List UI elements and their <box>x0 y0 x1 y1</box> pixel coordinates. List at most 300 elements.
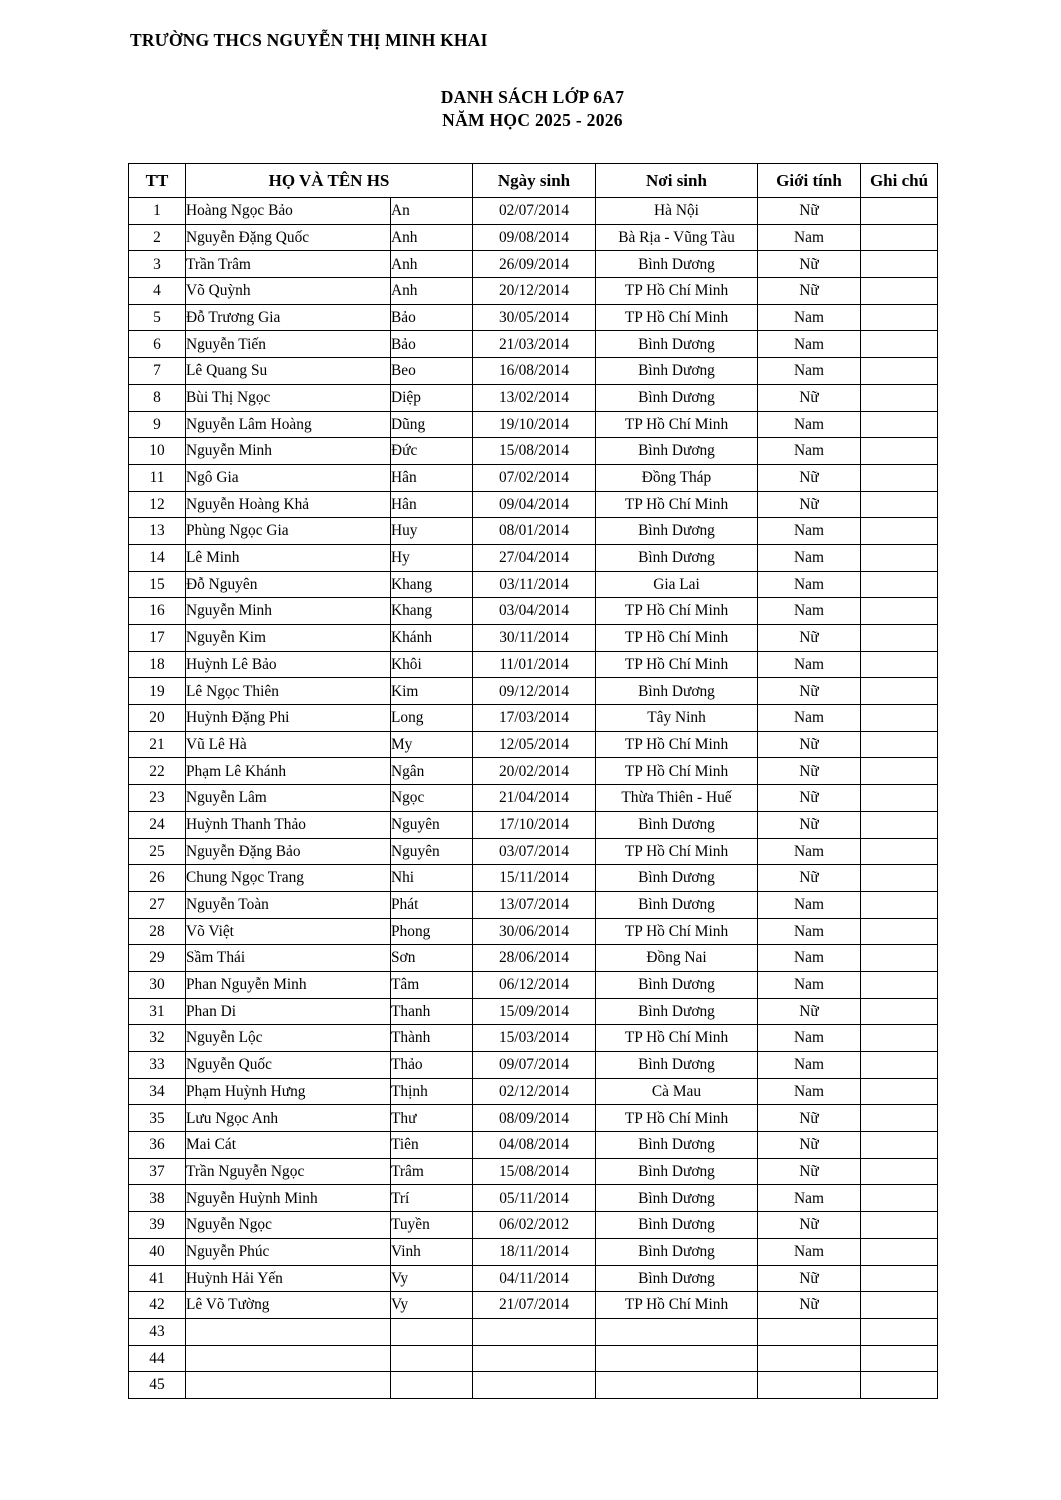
table-row <box>129 598 938 625</box>
cell-tt: 5 <box>129 304 186 331</box>
cell-tt: 6 <box>129 331 186 358</box>
cell-dob: 03/11/2014 <box>473 571 596 598</box>
cell-surname: Lê Võ Tường <box>186 1292 391 1319</box>
table-row <box>129 1158 938 1185</box>
cell-gender: Nữ <box>758 1105 861 1132</box>
cell-note <box>861 304 938 331</box>
cell-pob <box>596 1345 758 1372</box>
cell-given: Trí <box>391 1185 473 1212</box>
cell-pob: Bình Dương <box>596 1052 758 1079</box>
cell-surname: Lê Minh <box>186 544 391 571</box>
cell-surname: Nguyễn Hoàng Khả <box>186 491 391 518</box>
cell-surname <box>186 1318 391 1345</box>
cell-pob: TP Hồ Chí Minh <box>596 304 758 331</box>
cell-gender: Nữ <box>758 198 861 225</box>
cell-dob: 28/06/2014 <box>473 945 596 972</box>
cell-note <box>861 1265 938 1292</box>
cell-given: An <box>391 198 473 225</box>
cell-pob: TP Hồ Chí Minh <box>596 651 758 678</box>
cell-pob: TP Hồ Chí Minh <box>596 411 758 438</box>
cell-given: Tâm <box>391 971 473 998</box>
cell-dob: 21/07/2014 <box>473 1292 596 1319</box>
cell-gender: Nam <box>758 1238 861 1265</box>
cell-surname: Lưu Ngọc Anh <box>186 1105 391 1132</box>
cell-pob: Bình Dương <box>596 811 758 838</box>
cell-pob: Bình Dương <box>596 251 758 278</box>
cell-tt: 42 <box>129 1292 186 1319</box>
cell-gender: Nữ <box>758 1265 861 1292</box>
cell-note <box>861 1078 938 1105</box>
cell-dob: 08/09/2014 <box>473 1105 596 1132</box>
cell-tt: 8 <box>129 384 186 411</box>
cell-gender: Nam <box>758 651 861 678</box>
cell-gender: Nam <box>758 918 861 945</box>
cell-pob: TP Hồ Chí Minh <box>596 838 758 865</box>
table-row <box>129 1132 938 1159</box>
cell-dob: 09/07/2014 <box>473 1052 596 1079</box>
cell-note <box>861 1372 938 1399</box>
cell-dob: 19/10/2014 <box>473 411 596 438</box>
cell-dob: 30/06/2014 <box>473 918 596 945</box>
cell-given <box>391 1318 473 1345</box>
cell-tt: 12 <box>129 491 186 518</box>
cell-given: Khang <box>391 571 473 598</box>
cell-note <box>861 1052 938 1079</box>
cell-surname: Nguyễn Lâm Hoàng <box>186 411 391 438</box>
cell-given: Nguyên <box>391 811 473 838</box>
cell-gender: Nữ <box>758 384 861 411</box>
cell-given: Thảo <box>391 1052 473 1079</box>
cell-pob: Bình Dương <box>596 438 758 465</box>
cell-tt: 9 <box>129 411 186 438</box>
cell-pob: Bình Dương <box>596 1265 758 1292</box>
cell-dob: 13/02/2014 <box>473 384 596 411</box>
cell-tt: 15 <box>129 571 186 598</box>
cell-surname <box>186 1345 391 1372</box>
table-row <box>129 1265 938 1292</box>
cell-gender: Nam <box>758 1052 861 1079</box>
cell-pob: Bà Rịa - Vũng Tàu <box>596 224 758 251</box>
cell-surname: Chung Ngọc Trang <box>186 865 391 892</box>
cell-note <box>861 198 938 225</box>
cell-pob: TP Hồ Chí Minh <box>596 278 758 305</box>
cell-dob: 15/08/2014 <box>473 1158 596 1185</box>
table-row <box>129 891 938 918</box>
cell-dob: 04/08/2014 <box>473 1132 596 1159</box>
cell-surname: Nguyễn Phúc <box>186 1238 391 1265</box>
table-row <box>129 464 938 491</box>
cell-tt: 44 <box>129 1345 186 1372</box>
column-header-pob: Nơi sinh <box>596 164 758 198</box>
cell-surname: Nguyễn Quốc <box>186 1052 391 1079</box>
table-row <box>129 1078 938 1105</box>
cell-pob: Bình Dương <box>596 1238 758 1265</box>
cell-tt: 18 <box>129 651 186 678</box>
cell-pob: Bình Dương <box>596 678 758 705</box>
cell-note <box>861 598 938 625</box>
cell-pob: Cà Mau <box>596 1078 758 1105</box>
cell-gender: Nữ <box>758 998 861 1025</box>
cell-note <box>861 811 938 838</box>
cell-tt: 24 <box>129 811 186 838</box>
cell-dob <box>473 1372 596 1399</box>
cell-note <box>861 384 938 411</box>
cell-note <box>861 331 938 358</box>
cell-given: Bảo <box>391 304 473 331</box>
cell-dob: 21/04/2014 <box>473 785 596 812</box>
cell-dob: 27/04/2014 <box>473 544 596 571</box>
cell-tt: 30 <box>129 971 186 998</box>
table-row <box>129 544 938 571</box>
cell-surname: Lê Ngọc Thiên <box>186 678 391 705</box>
cell-pob: Bình Dương <box>596 1185 758 1212</box>
cell-tt: 19 <box>129 678 186 705</box>
table-row <box>129 1318 938 1345</box>
column-header-name: HỌ VÀ TÊN HS <box>186 164 473 198</box>
table-row <box>129 945 938 972</box>
cell-dob: 13/07/2014 <box>473 891 596 918</box>
cell-tt: 36 <box>129 1132 186 1159</box>
cell-dob: 15/03/2014 <box>473 1025 596 1052</box>
cell-surname: Nguyễn Minh <box>186 598 391 625</box>
cell-surname: Huỳnh Lê Bảo <box>186 651 391 678</box>
cell-given: Hy <box>391 544 473 571</box>
cell-dob: 18/11/2014 <box>473 1238 596 1265</box>
cell-note <box>861 1345 938 1372</box>
cell-dob: 17/03/2014 <box>473 705 596 732</box>
cell-tt: 40 <box>129 1238 186 1265</box>
cell-surname: Nguyễn Kim <box>186 625 391 652</box>
table-row <box>129 411 938 438</box>
cell-gender: Nam <box>758 598 861 625</box>
table-row <box>129 1185 938 1212</box>
table-row <box>129 518 938 545</box>
table-row <box>129 811 938 838</box>
cell-pob: Bình Dương <box>596 1132 758 1159</box>
table-header <box>129 164 938 198</box>
cell-pob: Bình Dương <box>596 518 758 545</box>
table-row <box>129 1345 938 1372</box>
cell-note <box>861 438 938 465</box>
cell-note <box>861 1212 938 1239</box>
table-row <box>129 918 938 945</box>
cell-tt: 14 <box>129 544 186 571</box>
table-row <box>129 1052 938 1079</box>
cell-surname: Nguyễn Đặng Quốc <box>186 224 391 251</box>
cell-gender: Nam <box>758 518 861 545</box>
cell-gender <box>758 1345 861 1372</box>
cell-gender: Nam <box>758 971 861 998</box>
cell-given: Ngân <box>391 758 473 785</box>
table-row <box>129 304 938 331</box>
cell-gender <box>758 1372 861 1399</box>
cell-surname: Phan Di <box>186 998 391 1025</box>
cell-gender: Nam <box>758 544 861 571</box>
cell-tt: 33 <box>129 1052 186 1079</box>
table-row <box>129 571 938 598</box>
cell-given: Thanh <box>391 998 473 1025</box>
cell-note <box>861 544 938 571</box>
cell-given: Khang <box>391 598 473 625</box>
table-row <box>129 971 938 998</box>
table-body <box>129 198 938 1399</box>
cell-tt: 20 <box>129 705 186 732</box>
cell-note <box>861 411 938 438</box>
cell-given: Sơn <box>391 945 473 972</box>
cell-pob: TP Hồ Chí Minh <box>596 1105 758 1132</box>
cell-dob: 03/07/2014 <box>473 838 596 865</box>
table-row <box>129 1212 938 1239</box>
cell-surname: Trần Trâm <box>186 251 391 278</box>
cell-gender: Nữ <box>758 491 861 518</box>
cell-given: Ngọc <box>391 785 473 812</box>
cell-pob: TP Hồ Chí Minh <box>596 598 758 625</box>
student-roster-table <box>128 163 938 1399</box>
table-header-row <box>129 164 938 198</box>
column-header-dob: Ngày sinh <box>473 164 596 198</box>
cell-gender: Nữ <box>758 1212 861 1239</box>
cell-tt: 45 <box>129 1372 186 1399</box>
cell-surname: Nguyễn Tiến <box>186 331 391 358</box>
cell-pob: Đồng Tháp <box>596 464 758 491</box>
cell-gender: Nam <box>758 945 861 972</box>
cell-note <box>861 865 938 892</box>
table-row <box>129 625 938 652</box>
school-name-heading: TRƯỜNG THCS NGUYỄN THỊ MINH KHAI <box>130 30 488 50</box>
cell-dob: 20/02/2014 <box>473 758 596 785</box>
table-row <box>129 678 938 705</box>
cell-pob: Đồng Nai <box>596 945 758 972</box>
cell-given <box>391 1345 473 1372</box>
cell-surname: Hoàng Ngọc Bảo <box>186 198 391 225</box>
cell-note <box>861 1238 938 1265</box>
cell-given: Phong <box>391 918 473 945</box>
table-row <box>129 251 938 278</box>
cell-tt: 3 <box>129 251 186 278</box>
cell-pob: Bình Dương <box>596 1212 758 1239</box>
cell-given: Diệp <box>391 384 473 411</box>
cell-surname: Phạm Lê Khánh <box>186 758 391 785</box>
cell-dob: 02/12/2014 <box>473 1078 596 1105</box>
cell-note <box>861 358 938 385</box>
cell-gender: Nam <box>758 838 861 865</box>
cell-surname: Bùi Thị Ngọc <box>186 384 391 411</box>
cell-given <box>391 1372 473 1399</box>
cell-dob: 06/02/2012 <box>473 1212 596 1239</box>
cell-tt: 38 <box>129 1185 186 1212</box>
cell-surname <box>186 1372 391 1399</box>
table-row <box>129 758 938 785</box>
cell-gender: Nữ <box>758 464 861 491</box>
cell-surname: Nguyễn Lâm <box>186 785 391 812</box>
cell-given: Thịnh <box>391 1078 473 1105</box>
table-row <box>129 705 938 732</box>
cell-gender: Nam <box>758 224 861 251</box>
cell-dob: 02/07/2014 <box>473 198 596 225</box>
cell-note <box>861 1185 938 1212</box>
cell-pob: Bình Dương <box>596 544 758 571</box>
table-row <box>129 331 938 358</box>
cell-given: Huy <box>391 518 473 545</box>
cell-tt: 13 <box>129 518 186 545</box>
cell-gender: Nữ <box>758 1158 861 1185</box>
cell-pob: Bình Dương <box>596 1158 758 1185</box>
cell-note <box>861 945 938 972</box>
cell-gender: Nữ <box>758 678 861 705</box>
cell-dob: 06/12/2014 <box>473 971 596 998</box>
cell-surname: Nguyễn Ngọc <box>186 1212 391 1239</box>
cell-surname: Phùng Ngọc Gia <box>186 518 391 545</box>
table-row <box>129 384 938 411</box>
table-row <box>129 358 938 385</box>
table-row <box>129 1025 938 1052</box>
cell-gender: Nữ <box>758 278 861 305</box>
cell-tt: 11 <box>129 464 186 491</box>
cell-given: Thư <box>391 1105 473 1132</box>
cell-pob: Bình Dương <box>596 971 758 998</box>
table-row <box>129 1292 938 1319</box>
cell-given: Dũng <box>391 411 473 438</box>
cell-gender: Nữ <box>758 251 861 278</box>
page-title: DANH SÁCH LỚP 6A7 <box>440 87 625 107</box>
cell-gender: Nam <box>758 1078 861 1105</box>
cell-tt: 27 <box>129 891 186 918</box>
cell-pob: TP Hồ Chí Minh <box>596 918 758 945</box>
cell-pob <box>596 1318 758 1345</box>
cell-surname: Sầm Thái <box>186 945 391 972</box>
cell-surname: Phạm Huỳnh Hưng <box>186 1078 391 1105</box>
cell-surname: Nguyễn Lộc <box>186 1025 391 1052</box>
cell-given: Nhi <box>391 865 473 892</box>
cell-tt: 43 <box>129 1318 186 1345</box>
cell-dob <box>473 1345 596 1372</box>
cell-tt: 7 <box>129 358 186 385</box>
cell-dob: 12/05/2014 <box>473 731 596 758</box>
cell-given: Anh <box>391 278 473 305</box>
cell-note <box>861 678 938 705</box>
cell-given: Long <box>391 705 473 732</box>
cell-given: Vy <box>391 1265 473 1292</box>
cell-note <box>861 571 938 598</box>
table-row <box>129 278 938 305</box>
cell-surname: Huỳnh Thanh Thảo <box>186 811 391 838</box>
cell-tt: 4 <box>129 278 186 305</box>
cell-surname: Lê Quang Su <box>186 358 391 385</box>
table-row <box>129 731 938 758</box>
cell-note <box>861 891 938 918</box>
cell-given: Khánh <box>391 625 473 652</box>
cell-dob: 15/09/2014 <box>473 998 596 1025</box>
cell-pob: Tây Ninh <box>596 705 758 732</box>
cell-pob: Gia Lai <box>596 571 758 598</box>
cell-surname: Vũ Lê Hà <box>186 731 391 758</box>
cell-gender: Nam <box>758 331 861 358</box>
cell-pob: Bình Dương <box>596 865 758 892</box>
cell-dob: 15/08/2014 <box>473 438 596 465</box>
cell-gender: Nữ <box>758 1132 861 1159</box>
cell-note <box>861 651 938 678</box>
cell-note <box>861 1318 938 1345</box>
cell-surname: Nguyễn Minh <box>186 438 391 465</box>
cell-pob: Thừa Thiên - Huế <box>596 785 758 812</box>
cell-given: Bảo <box>391 331 473 358</box>
cell-pob: TP Hồ Chí Minh <box>596 1292 758 1319</box>
cell-pob: Bình Dương <box>596 891 758 918</box>
cell-pob: TP Hồ Chí Minh <box>596 758 758 785</box>
cell-surname: Mai Cát <box>186 1132 391 1159</box>
cell-dob: 07/02/2014 <box>473 464 596 491</box>
cell-note <box>861 491 938 518</box>
document-title-block <box>285 86 780 132</box>
cell-note <box>861 838 938 865</box>
cell-note <box>861 251 938 278</box>
cell-gender: Nam <box>758 571 861 598</box>
cell-gender: Nam <box>758 358 861 385</box>
cell-gender: Nữ <box>758 625 861 652</box>
cell-given: Vinh <box>391 1238 473 1265</box>
cell-given: Thành <box>391 1025 473 1052</box>
cell-dob: 21/03/2014 <box>473 331 596 358</box>
cell-note <box>861 464 938 491</box>
cell-tt: 2 <box>129 224 186 251</box>
table-row <box>129 651 938 678</box>
cell-dob: 09/04/2014 <box>473 491 596 518</box>
cell-given: Kim <box>391 678 473 705</box>
cell-dob: 08/01/2014 <box>473 518 596 545</box>
cell-surname: Đỗ Trương Gia <box>186 304 391 331</box>
table-row <box>129 1372 938 1399</box>
cell-tt: 28 <box>129 918 186 945</box>
cell-surname: Huỳnh Đặng Phi <box>186 705 391 732</box>
cell-tt: 41 <box>129 1265 186 1292</box>
cell-given: Trâm <box>391 1158 473 1185</box>
cell-pob: Bình Dương <box>596 358 758 385</box>
cell-note <box>861 625 938 652</box>
cell-tt: 31 <box>129 998 186 1025</box>
cell-given: Tiên <box>391 1132 473 1159</box>
cell-gender <box>758 1318 861 1345</box>
table-row <box>129 198 938 225</box>
cell-surname: Phan Nguyễn Minh <box>186 971 391 998</box>
cell-dob: 16/08/2014 <box>473 358 596 385</box>
cell-given: Khôi <box>391 651 473 678</box>
cell-gender: Nữ <box>758 811 861 838</box>
cell-gender: Nữ <box>758 865 861 892</box>
cell-dob: 17/10/2014 <box>473 811 596 838</box>
cell-dob: 30/05/2014 <box>473 304 596 331</box>
cell-note <box>861 1132 938 1159</box>
cell-note <box>861 785 938 812</box>
cell-note <box>861 705 938 732</box>
cell-tt: 39 <box>129 1212 186 1239</box>
cell-dob: 20/12/2014 <box>473 278 596 305</box>
table-row <box>129 224 938 251</box>
cell-given: My <box>391 731 473 758</box>
cell-dob: 09/08/2014 <box>473 224 596 251</box>
cell-given: Tuyền <box>391 1212 473 1239</box>
cell-gender: Nam <box>758 1185 861 1212</box>
cell-pob: Hà Nội <box>596 198 758 225</box>
cell-note <box>861 731 938 758</box>
table-row <box>129 1105 938 1132</box>
table-row <box>129 998 938 1025</box>
cell-tt: 32 <box>129 1025 186 1052</box>
cell-note <box>861 224 938 251</box>
school-year-subtitle: NĂM HỌC 2025 - 2026 <box>442 110 623 131</box>
cell-dob: 09/12/2014 <box>473 678 596 705</box>
cell-tt: 26 <box>129 865 186 892</box>
cell-gender: Nam <box>758 705 861 732</box>
